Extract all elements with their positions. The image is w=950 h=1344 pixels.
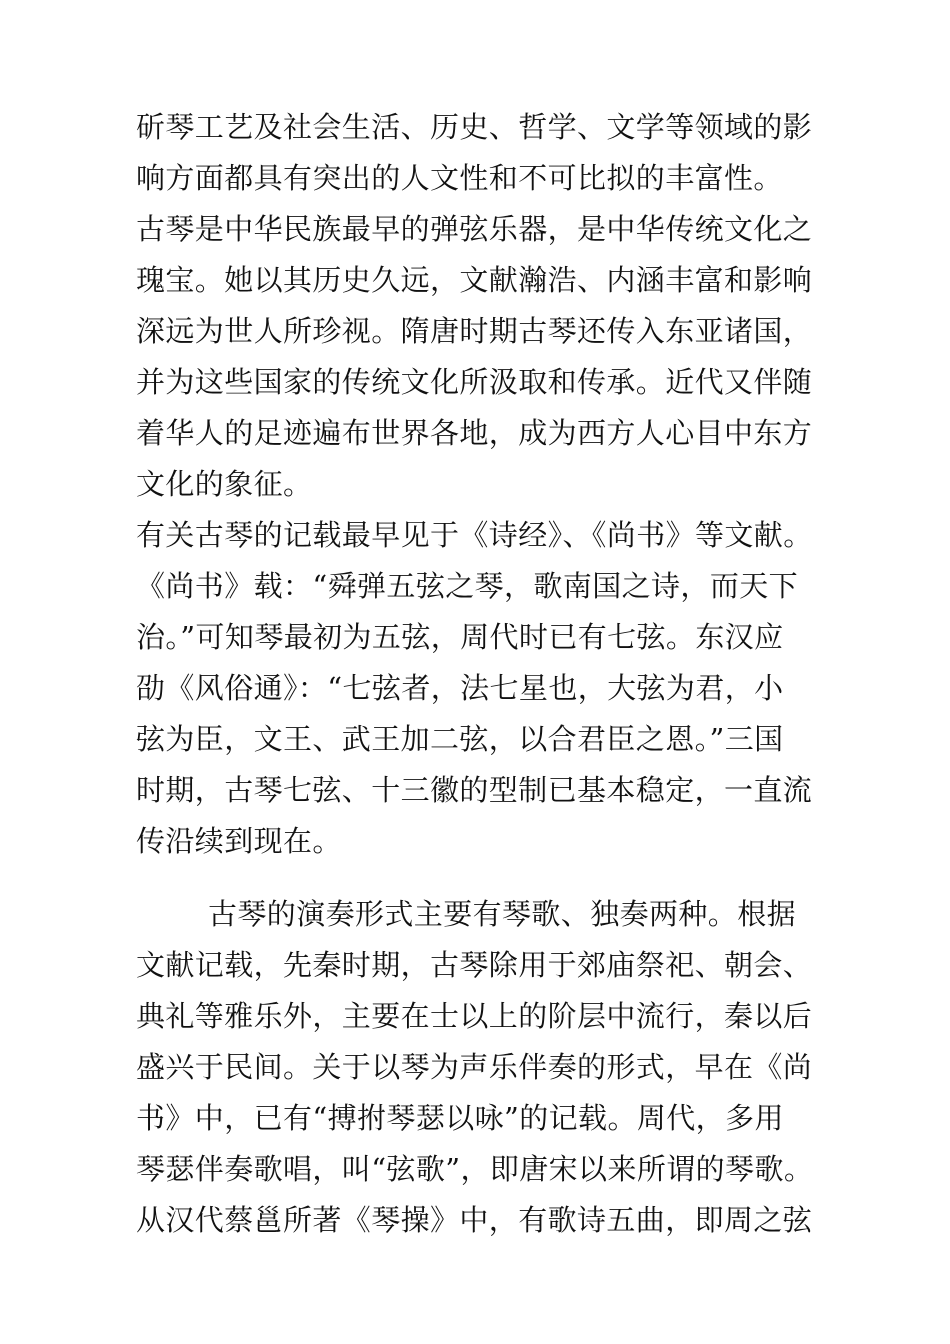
text-line: 深远为世人所珍视。隋唐时期古琴还传入东亚诸国， — [136, 314, 813, 348]
text-line: 着华人的足迹遍布世界各地，成为西方人心目中东方 — [136, 416, 813, 450]
text-line: 响方面都具有突出的人文性和不可比拟的丰富性。 — [136, 161, 783, 195]
text-line: 古琴是中华民族最早的弹弦乐器，是中华传统文化之 — [136, 212, 813, 246]
text-line: 劭《风俗通》：“七弦者，法七星也，大弦为君，小 — [136, 671, 784, 705]
paragraph-gap — [136, 867, 856, 889]
text-line: 从汉代蔡邕所著《琴操》中，有歌诗五曲，即周之弦 — [136, 1203, 813, 1237]
text-line: 治。”可知琴最初为五弦，周代时已有七弦。东汉应 — [136, 620, 784, 654]
text-line: 典礼等雅乐外，主要在士以上的阶层中流行，秦以后 — [136, 999, 813, 1033]
text-line: 有关古琴的记载最早见于《诗经》、《尚书》等文献。 — [136, 518, 813, 552]
text-line: 《尚书》载：“舜弹五弦之琴，歌南国之诗，而天下 — [136, 569, 799, 603]
text-line: 琴瑟伴奏歌唱，叫“弦歌”，即唐宋以来所谓的琴歌。 — [136, 1152, 814, 1186]
text-line: 时期，古琴七弦、十三徽的型制已基本稳定，一直流 — [136, 773, 813, 807]
text-line: 斫琴工艺及社会生活、历史、哲学、文学等领域的影 — [136, 110, 813, 144]
text-line: 并为这些国家的传统文化所汲取和传承。近代又伴随 — [136, 365, 813, 399]
text-line: 瑰宝。她以其历史久远，文献瀚浩、内涵丰富和影响 — [136, 263, 813, 297]
text-line: 书》中，已有“搏拊琴瑟以咏”的记载。周代，多用 — [136, 1101, 784, 1135]
text-line: 文献记载，先秦时期，古琴除用于郊庙祭祀、朝会、 — [136, 948, 813, 982]
text-line: 传沿续到现在。 — [136, 824, 342, 858]
text-line: 古琴的演奏形式主要有琴歌、独奏两种。根据 — [208, 897, 797, 931]
text-line: 盛兴于民间。关于以琴为声乐伴奏的形式，早在《尚 — [136, 1050, 813, 1084]
text-line: 弦为臣，文王、武王加二弦，以合君臣之恩。”三国 — [136, 722, 784, 756]
document-body — [136, 102, 856, 1246]
text-line: 文化的象征。 — [136, 467, 313, 501]
